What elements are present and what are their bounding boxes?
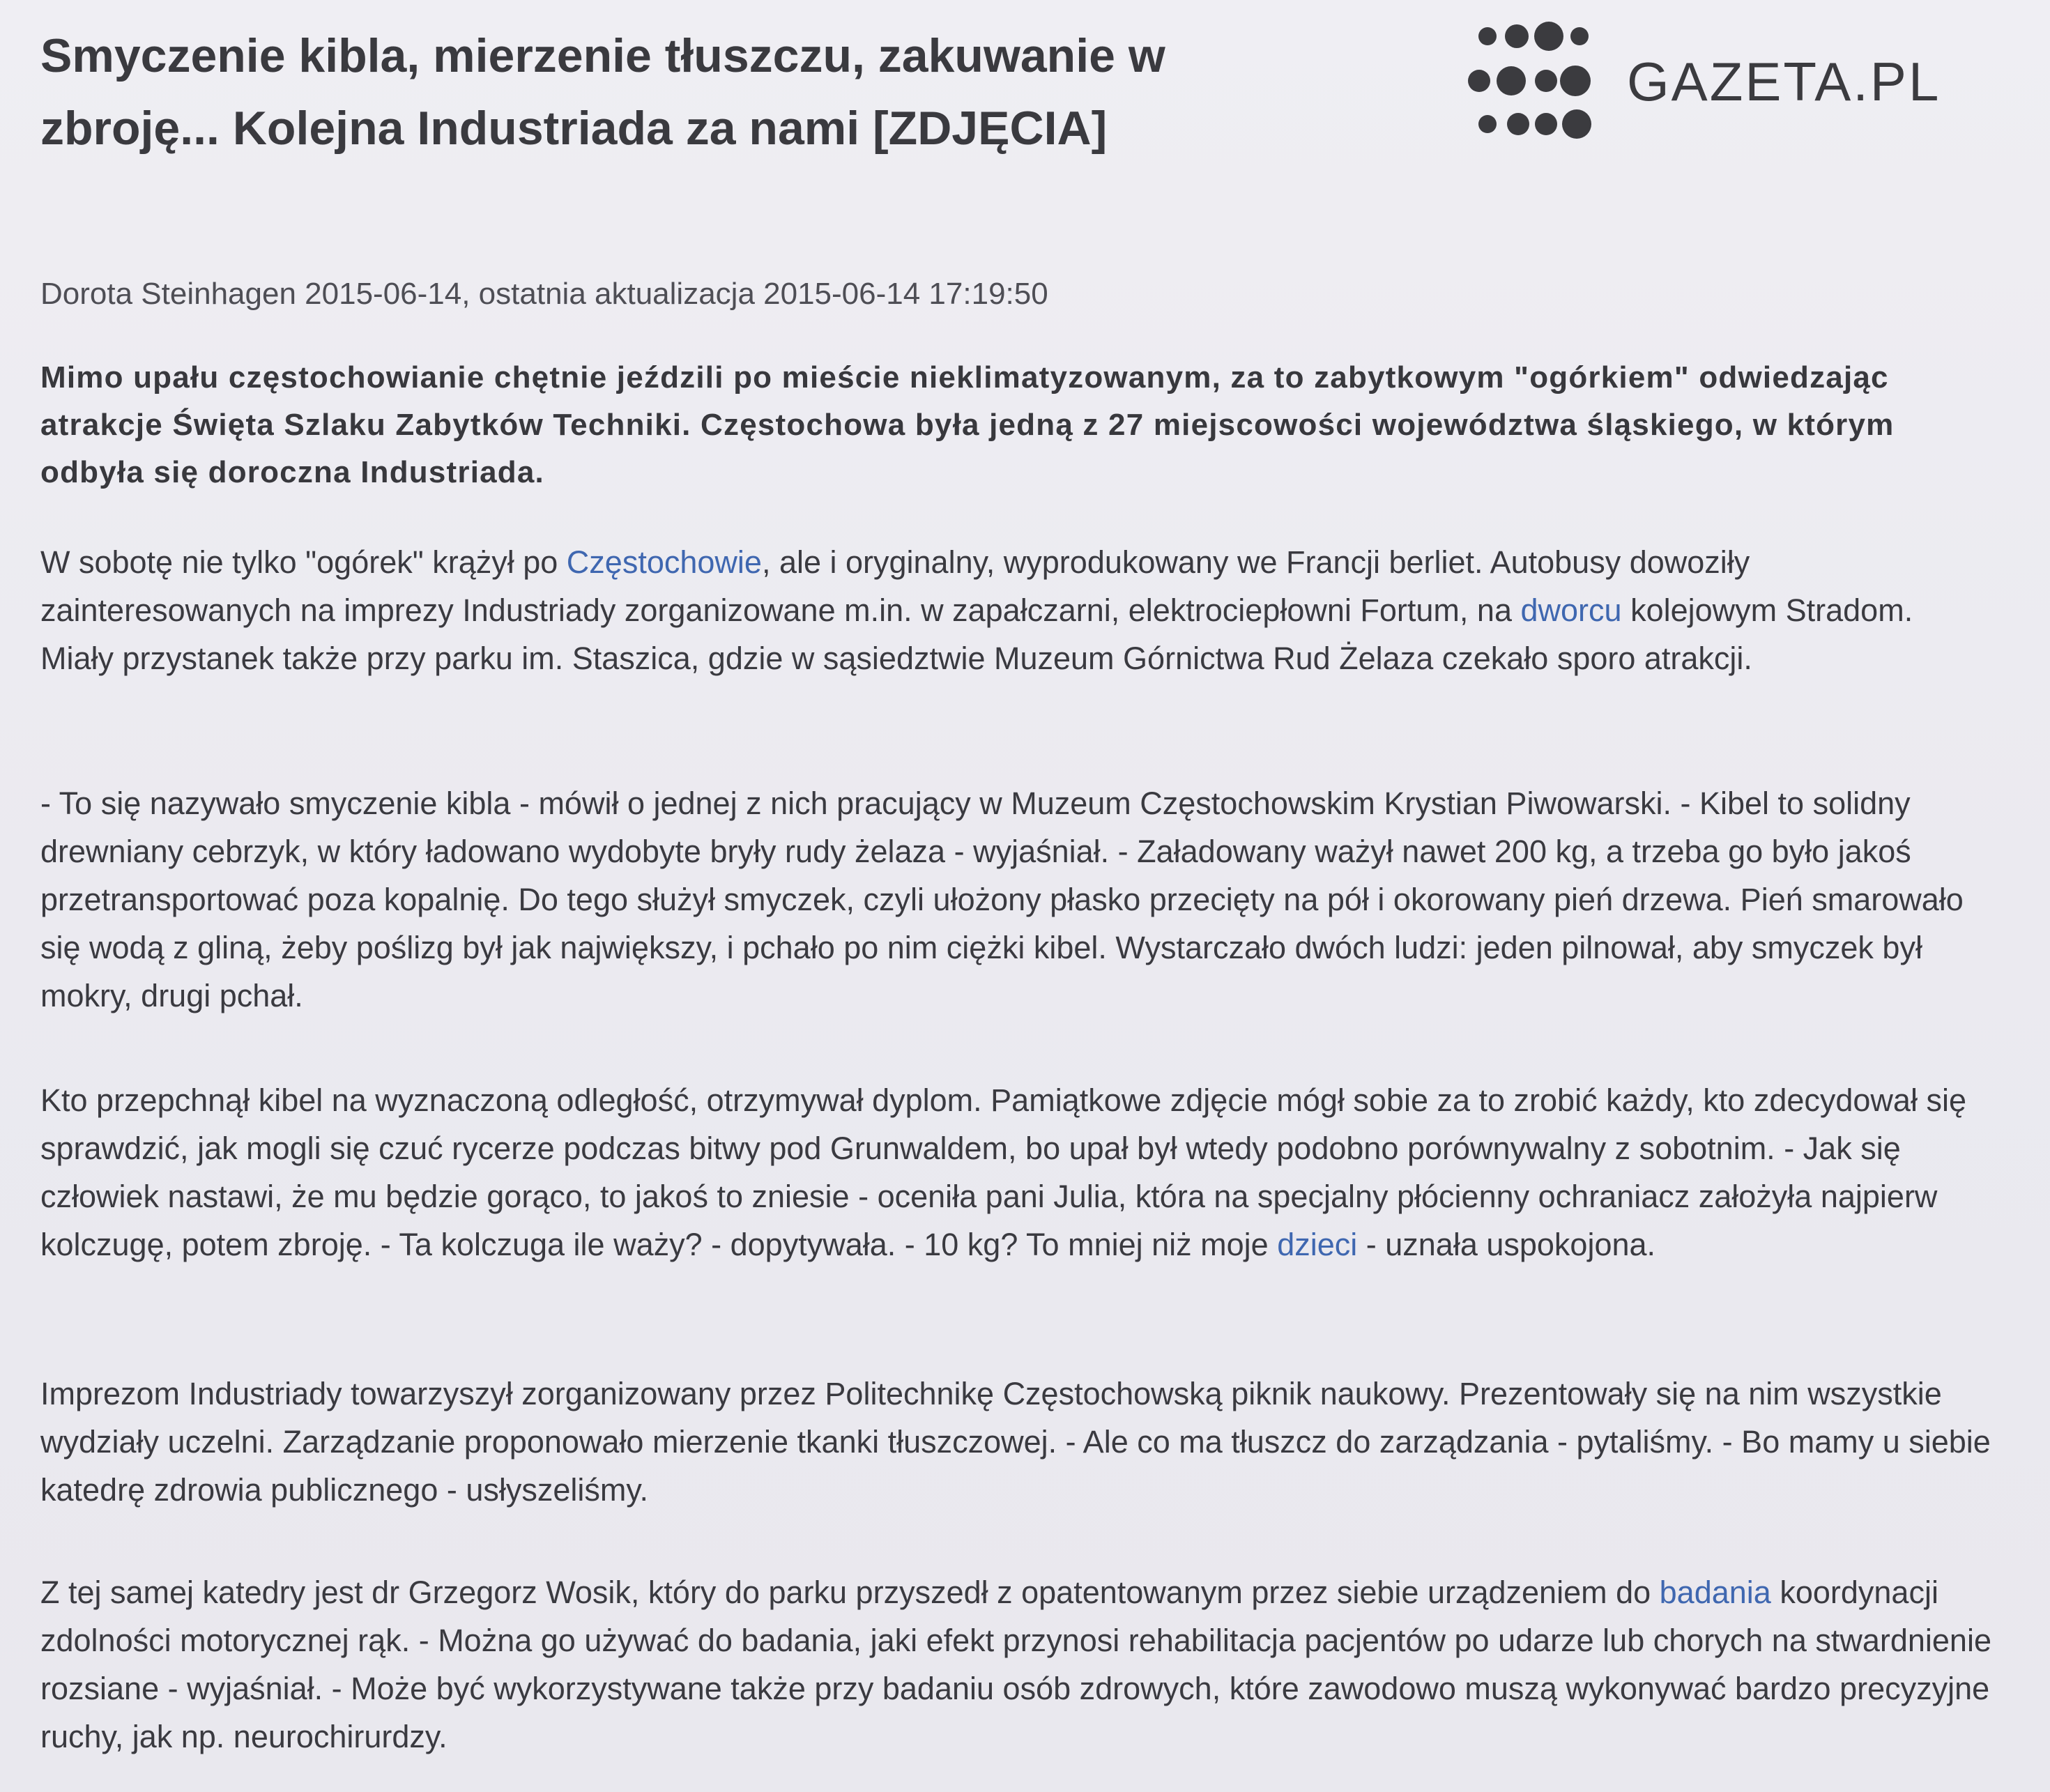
article-paragraph-5 [40, 1568, 1992, 1761]
article-lead: Mimo upału częstochowianie chętnie jeździli po mieście nieklimatyzowanym, za to zabytkowym "ogórkiem" odwiedzając atrakcje Święta Szlaku Zabytków Techniki. Częstochowa była jedną z 27 miejscowości województwa śląskiego, w którym odbyła się doroczna Industriada. [40, 360, 1895, 489]
gazeta-logo[interactable] [1462, 18, 2020, 144]
logo-wordmark: GAZETA.PL [1627, 51, 1941, 112]
paragraph-text: koordynacji zdolności motorycznej rąk. - Można go używać do badania, jaki efekt przynosi rehabilitacja pacjentów po udarze lub chorych na stwardnienie rozsiane - wyjaśniał. - Może być wykorzystywane także przy badaniu osób zdrowych, które zawodowo muszą wykonywać bardzo precyzyjne ruchy, jak np. neurochirurdzy. [40, 1575, 1991, 1754]
article-paragraph-3 [40, 1076, 1992, 1269]
gazeta-dots-icon [1462, 18, 1595, 144]
link-badania[interactable]: badania [1659, 1575, 1771, 1610]
paragraph-text: - uznała uspokojona. [1357, 1227, 1656, 1262]
article-headline: Smyczenie kibla, mierzenie tłuszczu, zakuwanie w zbroję... Kolejna Industriada za nami [ZDJĘCIA] [40, 29, 1165, 155]
paragraph-text: kolejowym Stradom. Miały przystanek także przy parku im. Staszica, gdzie w sąsiedztwie Muzeum Górnictwa Rud Żelaza czekało sporo atrakcji. [40, 592, 1913, 676]
paragraph-text: W sobotę nie tylko "ogórek" krążył po [40, 544, 567, 580]
link-dworcu[interactable]: dworcu [1520, 592, 1622, 628]
paragraph-text: , ale i oryginalny, wyprodukowany we Francji berliet. Autobusy dowoziły zainteresowanych na imprezy Industriady zorganizowane m.in. w zapałczarni, elektrociepłowni Fortum, na [40, 544, 1750, 628]
article-paragraph-4: Imprezom Industriady towarzyszył zorganizowany przez Politechnikę Częstochowską piknik naukowy. Prezentowały się na nim wszystkie wydziały uczelni. Zarządzanie proponowało mierzenie tkanki tłuszczowej. - Ale co ma tłuszcz do zarządzania - pytaliśmy. - Bo mamy u siebie katedrę zdrowia publicznego - usłyszeliśmy. [40, 1376, 1991, 1508]
article-byline: Dorota Steinhagen 2015-06-14, ostatnia aktualizacja 2015-06-14 17:19:50 [40, 277, 1048, 311]
paragraph-text: Kto przepchnął kibel na wyznaczoną odległość, otrzymywał dyplom. Pamiątkowe zdjęcie mógł sobie za to zrobić każdy, kto zdecydował się sprawdzić, jak mogli się czuć rycerze podczas bitwy pod Grunwaldem, bo upał był wtedy podobno porównywalny z sobotnim. - Jak się człowiek nastawi, że mu będzie gorąco, to jakoś to zniesie - oceniła pani Julia, która na specjalny płócienny ochraniacz założyła najpierw kolczugę, potem zbroję. - Ta kolczuga ile waży? - dopytywała. - 10 kg? To mniej niż moje [40, 1082, 1966, 1262]
link-czestochowie[interactable]: Częstochowie [566, 544, 762, 580]
link-dzieci[interactable]: dzieci [1277, 1227, 1358, 1262]
article-paragraph-1 [40, 538, 1992, 682]
paragraph-text: Z tej samej katedry jest dr Grzegorz Wosik, który do parku przyszedł z opatentowanym przez siebie urządzeniem do [40, 1575, 1660, 1610]
article-paragraph-2: - To się nazywało smyczenie kibla - mówił o jednej z nich pracujący w Muzeum Częstochowskim Krystian Piwowarski. - Kibel to solidny drewniany cebrzyk, w który ładowano wydobyte bryły rudy żelaza - wyjaśniał. - Załadowany ważył nawet 200 kg, a trzeba go było jakoś przetransportować poza kopalnię. Do tego służył smyczek, czyli ułożony płasko przecięty na pół i okorowany pień drzewa. Pień smarowało się wodą z gliną, żeby poślizg był jak największy, i pchało po nim ciężki kibel. Wystarczało dwóch ludzi: jeden pilnował, aby smyczek był mokry, drugi pchał. [40, 786, 1964, 1013]
